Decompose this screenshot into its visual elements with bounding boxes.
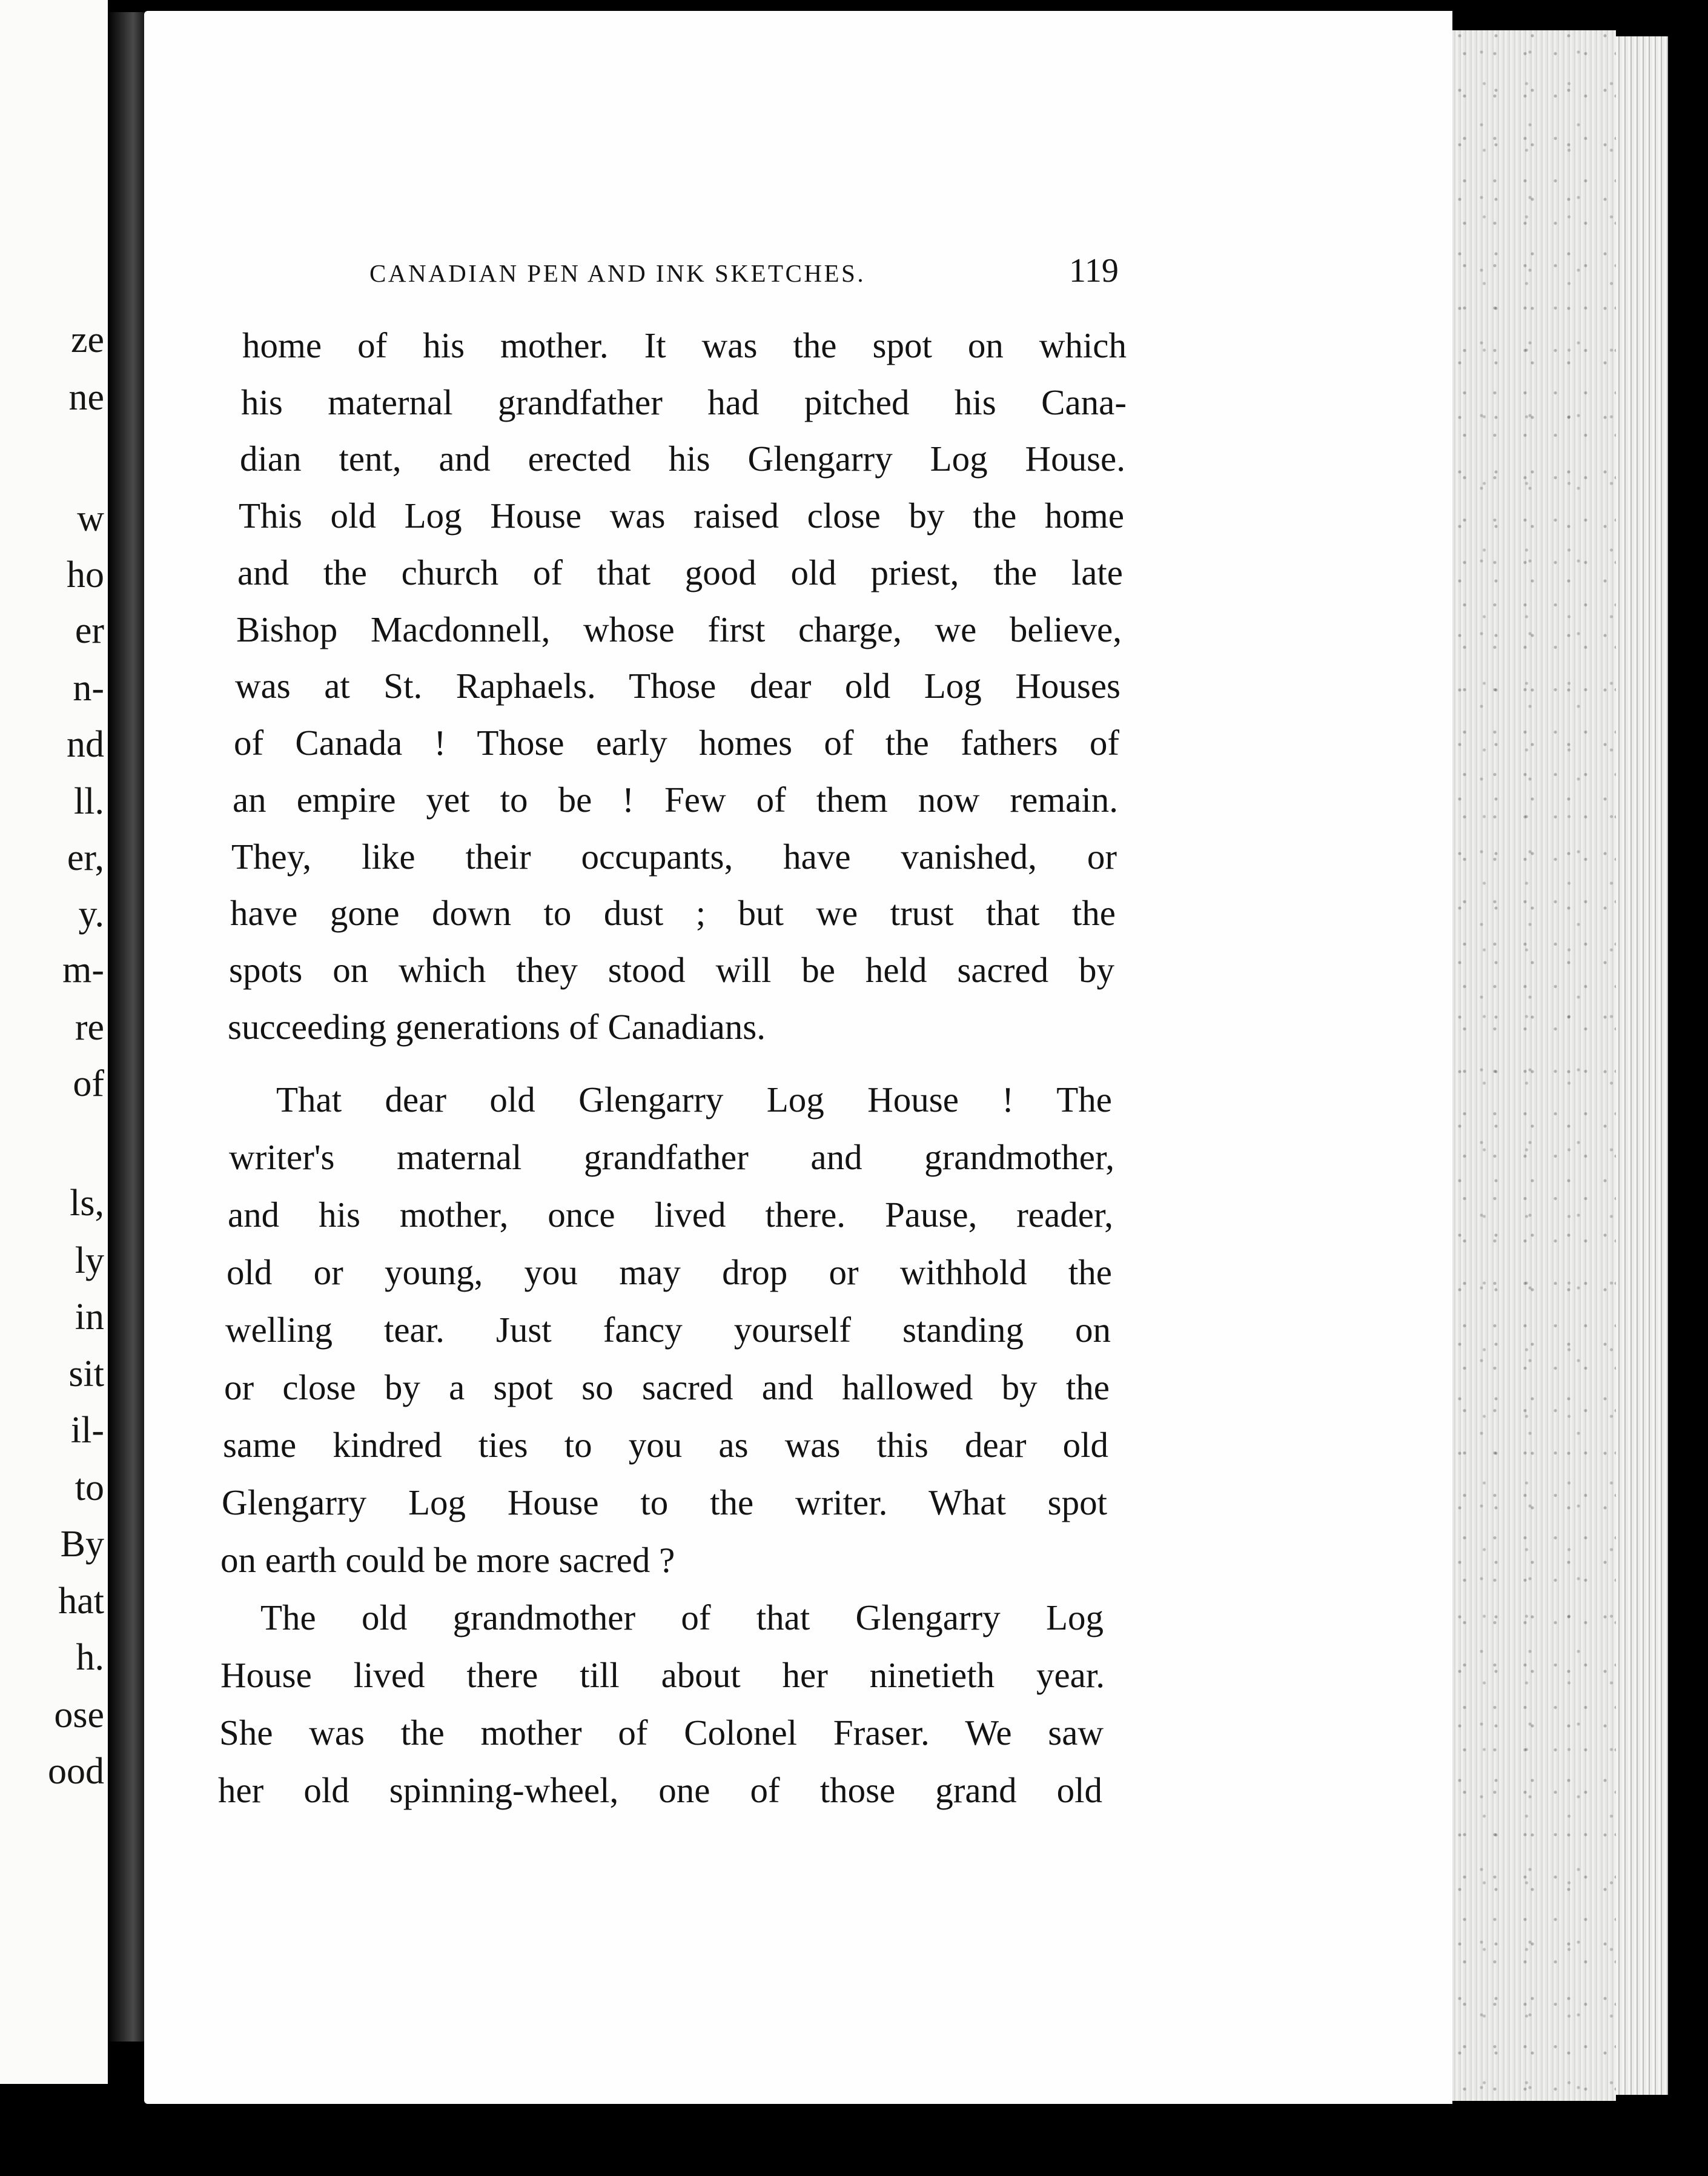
text-line: This old Log House was raised close by the home (239, 496, 1124, 536)
text-line: That dear old Glengarry Log House ! The (276, 1080, 1112, 1120)
text-line: dian tent, and erected his Glengarry Log House. (240, 439, 1125, 479)
facing-page-line-fragment: of (73, 1063, 104, 1104)
facing-page-line-fragment: er, (67, 837, 104, 878)
book-gutter (108, 12, 144, 2042)
facing-page-line-fragment: y. (78, 894, 104, 935)
text-line: an empire yet to be ! Few of them now remain. (233, 780, 1118, 820)
page-edge-foxing (1452, 30, 1616, 2101)
text-line: or close by a spot so sacred and hallowed by the (224, 1367, 1110, 1407)
facing-page-line-fragment: ly (74, 1240, 104, 1281)
facing-page-line-fragment: ose (54, 1694, 104, 1736)
text-line: on earth could be more sacred ? (220, 1540, 675, 1580)
facing-page-line-fragment: ho (67, 554, 104, 595)
text-line: of Canada ! Those early homes of the fathers of (234, 723, 1119, 763)
text-line: Glengarry Log House to the writer. What spot (222, 1482, 1107, 1522)
text-line: welling tear. Just fancy yourself standing on (225, 1310, 1111, 1350)
text-line: have gone down to dust ; but we trust that the (230, 893, 1116, 933)
facing-page-line-fragment: sit (68, 1353, 104, 1395)
facing-page-line-fragment: nd (67, 724, 104, 765)
text-line: She was the mother of Colonel Fraser. We saw (219, 1713, 1104, 1753)
text-line: Bishop Macdonnell, whose first charge, we believe, (236, 609, 1122, 649)
text-line: was at St. Raphaels. Those dear old Log Houses (235, 666, 1120, 706)
text-line: writer's maternal grandfather and grandmother, (229, 1137, 1114, 1177)
text-line: They, like their occupants, have vanished, or (231, 837, 1117, 877)
facing-page-line-fragment: re (74, 1007, 104, 1048)
facing-page-line-fragment: ze (70, 319, 104, 360)
facing-page-line-fragment: ll. (74, 781, 104, 822)
text-line: old or young, you may drop or withhold the (227, 1252, 1112, 1292)
text-line: succeeding generations of Canadians. (228, 1007, 766, 1047)
facing-page-line-fragment: w (77, 498, 104, 539)
text-line: and the church of that good old priest, the late (237, 552, 1123, 592)
page-edge-stack (1616, 36, 1668, 2095)
facing-page-line-fragment: ood (48, 1751, 104, 1792)
text-line: and his mother, once lived there. Pause, reader, (228, 1195, 1113, 1235)
text-line: same kindred ties to you as was this dear old (223, 1425, 1108, 1465)
text-line: his maternal grandfather had pitched his Cana- (241, 382, 1127, 422)
facing-page-line-fragment: ls, (70, 1183, 104, 1224)
running-head: CANADIAN PEN AND INK SKETCHES. (369, 259, 866, 287)
facing-page-line-fragment: By (60, 1524, 104, 1565)
facing-page-line-fragment: to (74, 1467, 104, 1508)
text-line: House lived there till about her ninetieth year. (220, 1655, 1105, 1695)
page-number: 119 (1069, 252, 1119, 290)
facing-page-line-fragment: h. (76, 1637, 104, 1678)
facing-page-line-fragment: hat (58, 1581, 104, 1622)
facing-page-line-fragment: er (74, 610, 104, 651)
text-line: The old grandmother of that Glengarry Log (260, 1597, 1104, 1637)
facing-page-line-fragment: n- (73, 668, 104, 709)
facing-page-line-fragment: il- (70, 1410, 104, 1451)
facing-page-line-fragment: in (74, 1296, 104, 1338)
text-line: spots on which they stood will be held sacred by (229, 950, 1114, 990)
facing-page-line-fragment: m- (62, 949, 104, 990)
facing-page-line-fragment: ne (68, 377, 104, 418)
text-line: home of his mother. It was the spot on which (242, 325, 1127, 365)
facing-page-fragment (0, 0, 108, 2084)
text-line: her old spinning-wheel, one of those grand old (218, 1770, 1102, 1810)
